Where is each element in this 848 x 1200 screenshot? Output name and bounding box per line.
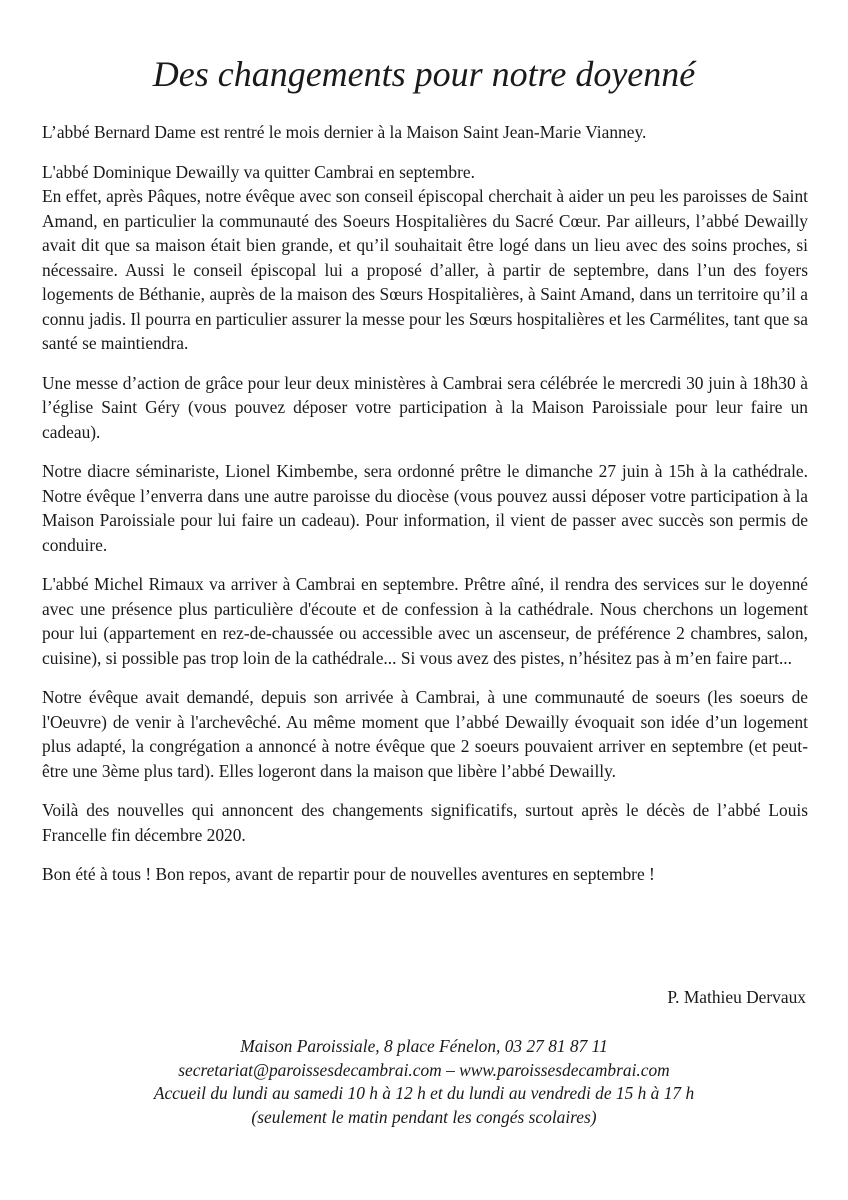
signature: P. Mathieu Dervaux <box>667 987 806 1007</box>
page-title: Des changements pour notre doyenné <box>152 54 696 94</box>
paragraph-line: L’abbé Bernard Dame est rentré le mois dernier à la Maison Saint Jean-Marie Vianney. <box>42 122 647 142</box>
paragraph-bon-ete <box>42 862 808 887</box>
footer-hours: Accueil du lundi au samedi 10 h à 12 h et du lundi au vendredi de 15 h à 17 h <box>153 1083 695 1103</box>
paragraph-bernard-dame <box>42 120 808 145</box>
footer-note: (seulement le matin pendant les congés scolaires) <box>251 1106 597 1127</box>
paragraph-soeurs-oeuvre <box>42 685 808 783</box>
paragraph-line: Notre évêque avait demandé, depuis son arrivée à Cambrai, à une communauté de soeurs (les soeurs de l'Oeuvre) de venir à l'archevêché. Au même moment que l’abbé Dewailly évoquait son idée d’un logement plus adapté, la congrégation a annoncé à notre évêque que 2 soeurs pouvaient arriver en septembre (et peut-être une 3ème plus tard). Elles logeront dans la maison que libère l’abbé Dewailly. <box>42 687 808 781</box>
paragraph-line: Une messe d’action de grâce pour leur deux ministères à Cambrai sera célébrée le mercredi 30 juin à 18h30 à l’église Saint Géry (vous pouvez déposer votre participation à la Maison Paroissiale pour leur faire un cadeau). <box>42 372 808 442</box>
paragraph-line: L'abbé Dominique Dewailly va quitter Cambrai en septembre. <box>42 161 475 182</box>
paragraph-messe-action-de-grace <box>42 371 808 445</box>
paragraph-line: Voilà des nouvelles qui annoncent des changements significatifs, surtout après le décès de l’abbé Louis Francelle fin décembre 2020. <box>42 800 808 845</box>
paragraph-line: Notre diacre séminariste, Lionel Kimbembe, sera ordonné prêtre le dimanche 27 juin à 15h à la cathédrale. Notre évêque l’enverra dans une autre paroisse du diocèse (vous pouvez aussi déposer votre participation à la Maison Paroissiale pour lui faire un cadeau). Pour information, il vient de passer avec succès son permis de conduire. <box>42 461 808 555</box>
footer-contact: secretariat@paroissesdecambrai.com – www.paroissesdecambrai.com <box>178 1059 670 1080</box>
article-body <box>42 120 808 902</box>
paragraph-lionel-kimbembe <box>42 459 808 557</box>
paragraph-line: Bon été à tous ! Bon repos, avant de repartir pour de nouvelles aventures en septembre ! <box>42 864 655 884</box>
paragraph-dominique-dewailly <box>42 160 808 356</box>
footer-contact-block <box>0 1035 848 1129</box>
paragraph-line: L'abbé Michel Rimaux va arriver à Cambrai en septembre. Prêtre aîné, il rendra des services sur le doyenné avec une présence plus particulière d'écoute et de confession à la cathédrale. Nous cherchons un logement pour lui (appartement en rez-de-chaussée ou accessible avec un ascenseur, de préférence 2 chambres, salon, cuisine), si possible pas trop loin de la cathédrale... Si vous avez des pistes, n’hésitez pas à m’en faire part... <box>42 574 808 668</box>
paragraph-line: En effet, après Pâques, notre évêque avec son conseil épiscopal cherchait à aider un peu les paroisses de Saint Amand, en particulier la communauté des Soeurs Hospitalières du Sacré Cœur. Par ailleurs, l’abbé Dewailly avait dit que sa maison était bien grande, et qu’il souhaitait être logé dans un lieu avec des soins proches, si nécessaire. Aussi le conseil épiscopal lui a proposé d’aller, à partir de septembre, dans l’un des foyers logements de Béthanie, auprès de la maison des Sœurs Hospitalières, à Saint Amand, dans un territoire qu’il a connu jadis. Il pourra en particulier assurer la messe pour les Sœurs hospitalières et les Carmélites, tant que sa santé se maintiendra. <box>42 186 808 353</box>
paragraph-nouvelles <box>42 798 808 847</box>
paragraph-michel-rimaux <box>42 572 808 670</box>
footer-address: Maison Paroissiale, 8 place Fénelon, 03 27 81 87 11 <box>240 1036 608 1056</box>
